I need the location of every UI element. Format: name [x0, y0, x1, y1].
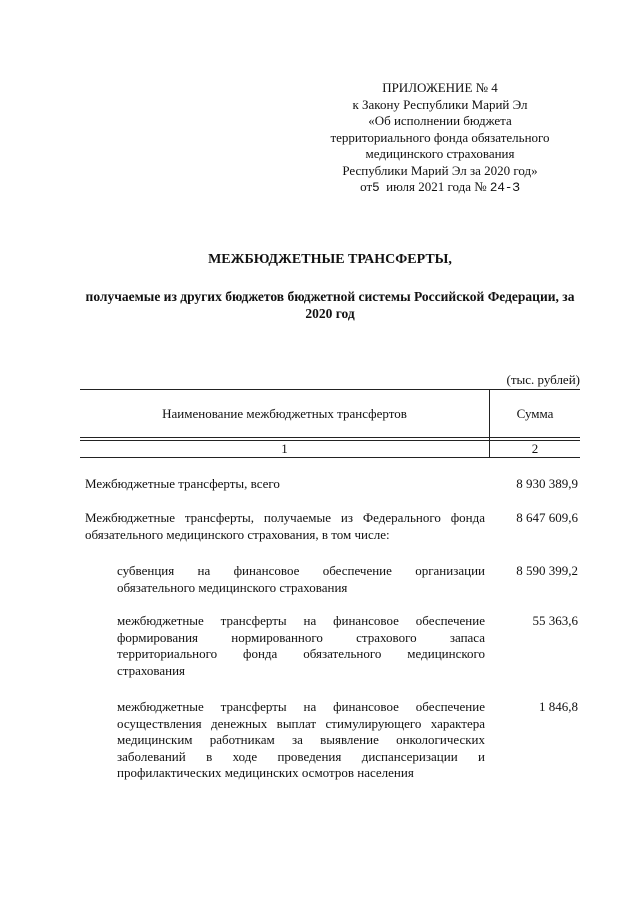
row-amount: 8 647 609,6	[516, 510, 578, 525]
row-amount: 55 363,6	[532, 613, 578, 628]
appendix-line: Республики Марий Эл за 2020 год»	[342, 162, 538, 178]
appendix-line: ПРИЛОЖЕНИЕ № 4	[382, 80, 498, 95]
row-amount: 8 930 389,9	[516, 476, 578, 491]
column-number-2: 2	[531, 441, 539, 456]
header-amount: Сумма	[516, 406, 554, 421]
law-number: 24-З	[489, 181, 520, 195]
row-amount: 8 590 399,2	[516, 563, 578, 578]
appendix-line: территориального фонда обязательного	[330, 129, 550, 145]
row-amount: 1 846,8	[539, 699, 578, 714]
document-title: МЕЖБЮДЖЕТНЫЕ ТРАНСФЕРТЫ,	[208, 252, 452, 267]
document-subtitle: получаемые из других бюджетов бюджетной системы Российской Федерации, за 2020 год	[85, 289, 575, 321]
header-name: Наименование межбюджетных трансфертов	[162, 406, 407, 421]
row-name: Межбюджетные трансферты, всего	[85, 476, 280, 491]
date-rest: июля 2021 года №	[386, 179, 487, 194]
appendix-line: к Закону Республики Марий Эл	[352, 96, 528, 112]
date-day: 5	[372, 181, 380, 195]
row-name: межбюджетные трансферты на финансовое обеспечение осуществления денежных выплат стимулирующего характера медицинским работникам за выявление онкологических заболеваний в ходе проведения диспансеризации и профилактических медицинских осмотров населения	[117, 699, 485, 780]
appendix-line: «Об исполнении бюджета	[368, 113, 512, 128]
date-prefix: от	[360, 179, 373, 194]
column-number-1: 1	[281, 441, 288, 456]
column-numbers-bottom-border	[80, 457, 580, 458]
unit-label: (тыс. рублей)	[506, 372, 580, 387]
row-name: Межбюджетные трансферты, получаемые из Федерального фонда обязательного медицинского страхования, в том числе:	[85, 510, 485, 542]
row-name: межбюджетные трансферты на финансовое обеспечение формирования нормированного страхового запаса территориального фонда обязательного медицинского страхования	[117, 613, 485, 678]
header-bottom-border	[80, 437, 580, 438]
appendix-block	[300, 80, 580, 197]
appendix-line: медицинского страхования	[365, 146, 515, 161]
law-date-line	[300, 179, 580, 197]
row-name: субвенция на финансовое обеспечение организации обязательного медицинского страхования	[117, 563, 485, 595]
table-top-border	[80, 389, 580, 390]
